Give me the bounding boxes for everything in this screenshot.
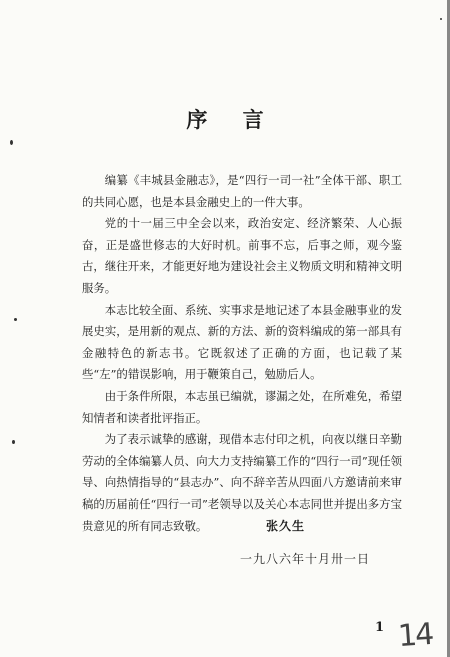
paragraph-5: 为了表示诚挚的感谢，现借本志付印之机，向夜以继日辛勤劳动的全体编纂人员、向大力支持编纂工作的“四行一司”现任领导、向热情指导的“县志办”、向不辞辛苦从四面八方邀请前来审稿的历届前任“四行一司”老领导以及关心本志同世并提出多方宝贵意见的所有同志致敬。 (82, 432, 402, 533)
signature-date: 一九八六年十月卅一日 (240, 552, 371, 566)
scan-speck (440, 18, 442, 20)
page-number: 1 (375, 620, 385, 635)
paragraph-2: 党的十一届三中全会以来，政治安定、经济繁荣、人心振奋，正是盛世修志的大好时机。前事不忘，后事之师，观今鉴古，继往开来，才能更好地为建设社会主义物质文明和精神文明服务。 (82, 216, 402, 295)
scan-speck (14, 318, 17, 321)
scan-speck (12, 440, 15, 444)
paragraph-4: 由于条件所限，本志虽已编就，谬漏之处，在所难免，希望知情者和读者批评指正。 (82, 388, 402, 425)
scan-speck (10, 140, 13, 145)
handwritten-page-mark: 14 (396, 616, 434, 655)
page-title: 序 言 (186, 107, 278, 132)
preface-body (82, 170, 402, 537)
paragraph-1: 编纂《丰城县金融志》，是“四行一司一社”全体干部、职工的共同心愿，也是本县金融史上的一件大事。 (82, 173, 402, 209)
paragraph-3: 本志比较全面、系统、实事求是地记述了本县金融事业的发展史实，是用新的观点、新的方法、新的资料编成的第一部具有金融特色的新志书。它既叙述了正确的方面，也记载了某些“左”的错误影响，用于鞭策自己，勉励后人。 (82, 302, 402, 382)
signer-name: 张久生 (266, 519, 306, 533)
